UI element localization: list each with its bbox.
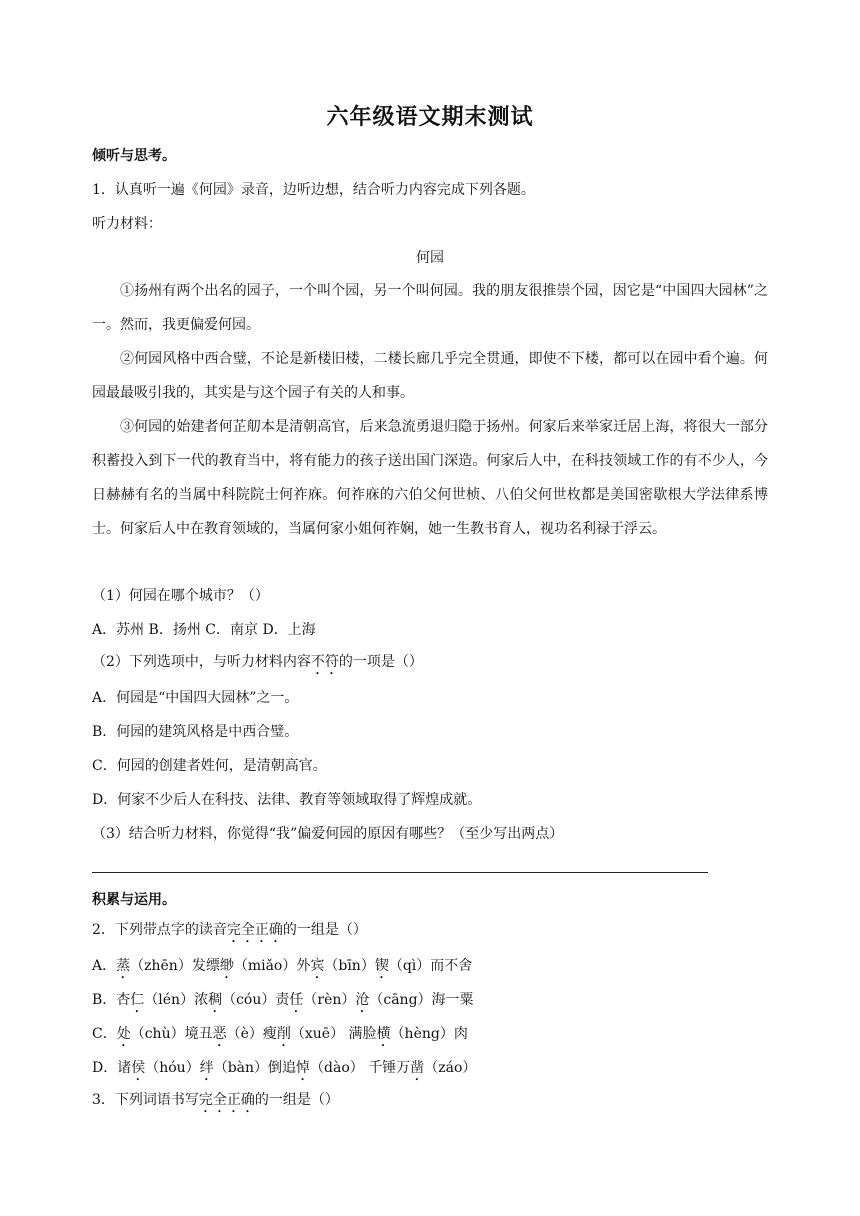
option-text: （cóu）责: [222, 992, 290, 1008]
emphasized-text: 完全正确: [226, 922, 283, 938]
option-text: （hèng）肉: [390, 1026, 468, 1042]
dotted-character: 宾: [310, 958, 325, 974]
option-text: （dào） 千锤万: [310, 1060, 411, 1076]
dotted-character: 缈: [219, 958, 234, 974]
option-text: C．: [92, 1026, 117, 1042]
dotted-character: 削: [276, 1026, 291, 1042]
option-text: （bīn）: [324, 958, 375, 974]
sub-question-2: [92, 652, 423, 678]
option-text: （xuē） 满脸: [290, 1026, 377, 1042]
passage-paragraph-2: ②何园风格中西合璧，不论是新楼旧楼，二楼长廊几乎完全贯通，即使不下楼，都可以在园中看个遍。何园最最吸引我的，其实是与这个园子有关的人和事。: [92, 351, 768, 401]
dotted-character: 蒸: [116, 958, 131, 974]
emphasized-text: 完全正确: [198, 1092, 255, 1108]
option-text: （lén）浓: [144, 992, 209, 1008]
question-2-text: 的一组是（）: [282, 922, 367, 938]
emphasized-text: 不符: [310, 654, 339, 670]
dotted-character: 仁: [130, 992, 145, 1008]
dotted-character: 锲: [374, 958, 389, 974]
dotted-character: 绊: [199, 1060, 214, 1076]
dotted-character: 处: [116, 1026, 131, 1042]
option-b: B．何园的建筑风格是中西合璧。: [92, 724, 299, 740]
sub-question-2-text: 的一项是（）: [338, 654, 423, 670]
option-text: （miǎo）外: [233, 958, 311, 974]
sub-question-2-text: （2）下列选项中，与听力材料内容: [92, 654, 311, 670]
option-text: （è）瘦: [226, 1026, 277, 1042]
q2-option-c: [92, 1024, 468, 1050]
option-c: C．何园的创建者姓何，是清朝高官。: [92, 758, 327, 774]
dotted-character: 横: [376, 1026, 391, 1042]
dotted-character: 侯: [131, 1060, 146, 1076]
sub-question-1: （1）何园在哪个城市？（）: [92, 588, 269, 604]
option-text: （zhēn）发缥: [130, 958, 220, 974]
q2-option-d: [92, 1058, 476, 1084]
option-text: （qì）而不舍: [388, 958, 473, 974]
passage-paragraph-1: ①扬州有两个出名的园子，一个叫个园，另一个叫何园。我的朋友很推崇个园，因它是“中国四大园林”之一。然而，我更偏爱何园。: [92, 283, 768, 333]
option-d: D．何家不少后人在科技、法律、教育等领域取得了辉煌成就。: [92, 792, 482, 808]
dotted-character: 任: [289, 992, 304, 1008]
option-text: （cāng）海一粟: [369, 992, 474, 1008]
sub-question-3: （3）结合听力材料，你觉得“我”偏爱何园的原因有哪些？（至少写出两点）: [92, 826, 564, 842]
dotted-character: 恶: [212, 1026, 227, 1042]
section-heading-accumulation: 积累与运用。: [92, 892, 176, 908]
option-text: D．诸: [92, 1060, 132, 1076]
passage-title: 何园: [416, 250, 444, 266]
question-3-prompt: [92, 1090, 339, 1116]
question-3-text: 3．下列词语书写: [92, 1092, 199, 1108]
question-3-text: 的一组是（）: [254, 1092, 339, 1108]
option-text: （hóu）: [145, 1060, 200, 1076]
question-2-text: 2．下列带点字的读音: [92, 922, 227, 938]
question-2-prompt: [92, 920, 367, 946]
section-heading-listening: 倾听与思考。: [92, 148, 176, 164]
dotted-character: 沧: [355, 992, 370, 1008]
option-text: （chù）境丑: [130, 1026, 213, 1042]
option-text: （záo）: [424, 1060, 477, 1076]
q2-option-a: [92, 956, 472, 982]
option-text: （rèn）: [303, 992, 356, 1008]
q2-option-b: [92, 990, 474, 1016]
option-text: （bàn）倒追: [213, 1060, 297, 1076]
page-title: 六年级语文期末测试: [326, 104, 534, 130]
option-a: A．何园是“中国四大园林”之一。: [92, 690, 299, 706]
material-label: 听力材料：: [92, 216, 162, 232]
option-text: B．杏: [92, 992, 131, 1008]
dotted-character: 悼: [296, 1060, 311, 1076]
passage-paragraph-3: ③何园的始建者何芷舠本是清朝高官，后来急流勇退归隐于扬州。何家后来举家迁居上海，将很大一部分积蓄投入到下一代的教育当中，将有能力的孩子送出国门深造。何家后人中，在科技领域工作的有不少人，今日赫赫有名的当属中科院院士何祚庥。何祚庥的六伯父何世桢、八伯父何世枚都是美国密歇根大学法律系博士。何家后人中在教育领域的，当属何家小姐何祚娴，她一生教书育人，视功名利禄于浮云。: [92, 419, 768, 537]
sub-question-1-options: A．苏州 B．扬州 C．南京 D．上海: [92, 622, 316, 638]
dotted-character: 稠: [208, 992, 223, 1008]
question-1-prompt: 1．认真听一遍《何园》录音，边听边想，结合听力内容完成下列各题。: [92, 182, 535, 198]
option-text: A．: [92, 958, 117, 974]
answer-line[interactable]: [92, 872, 708, 873]
dotted-character: 凿: [410, 1060, 425, 1076]
